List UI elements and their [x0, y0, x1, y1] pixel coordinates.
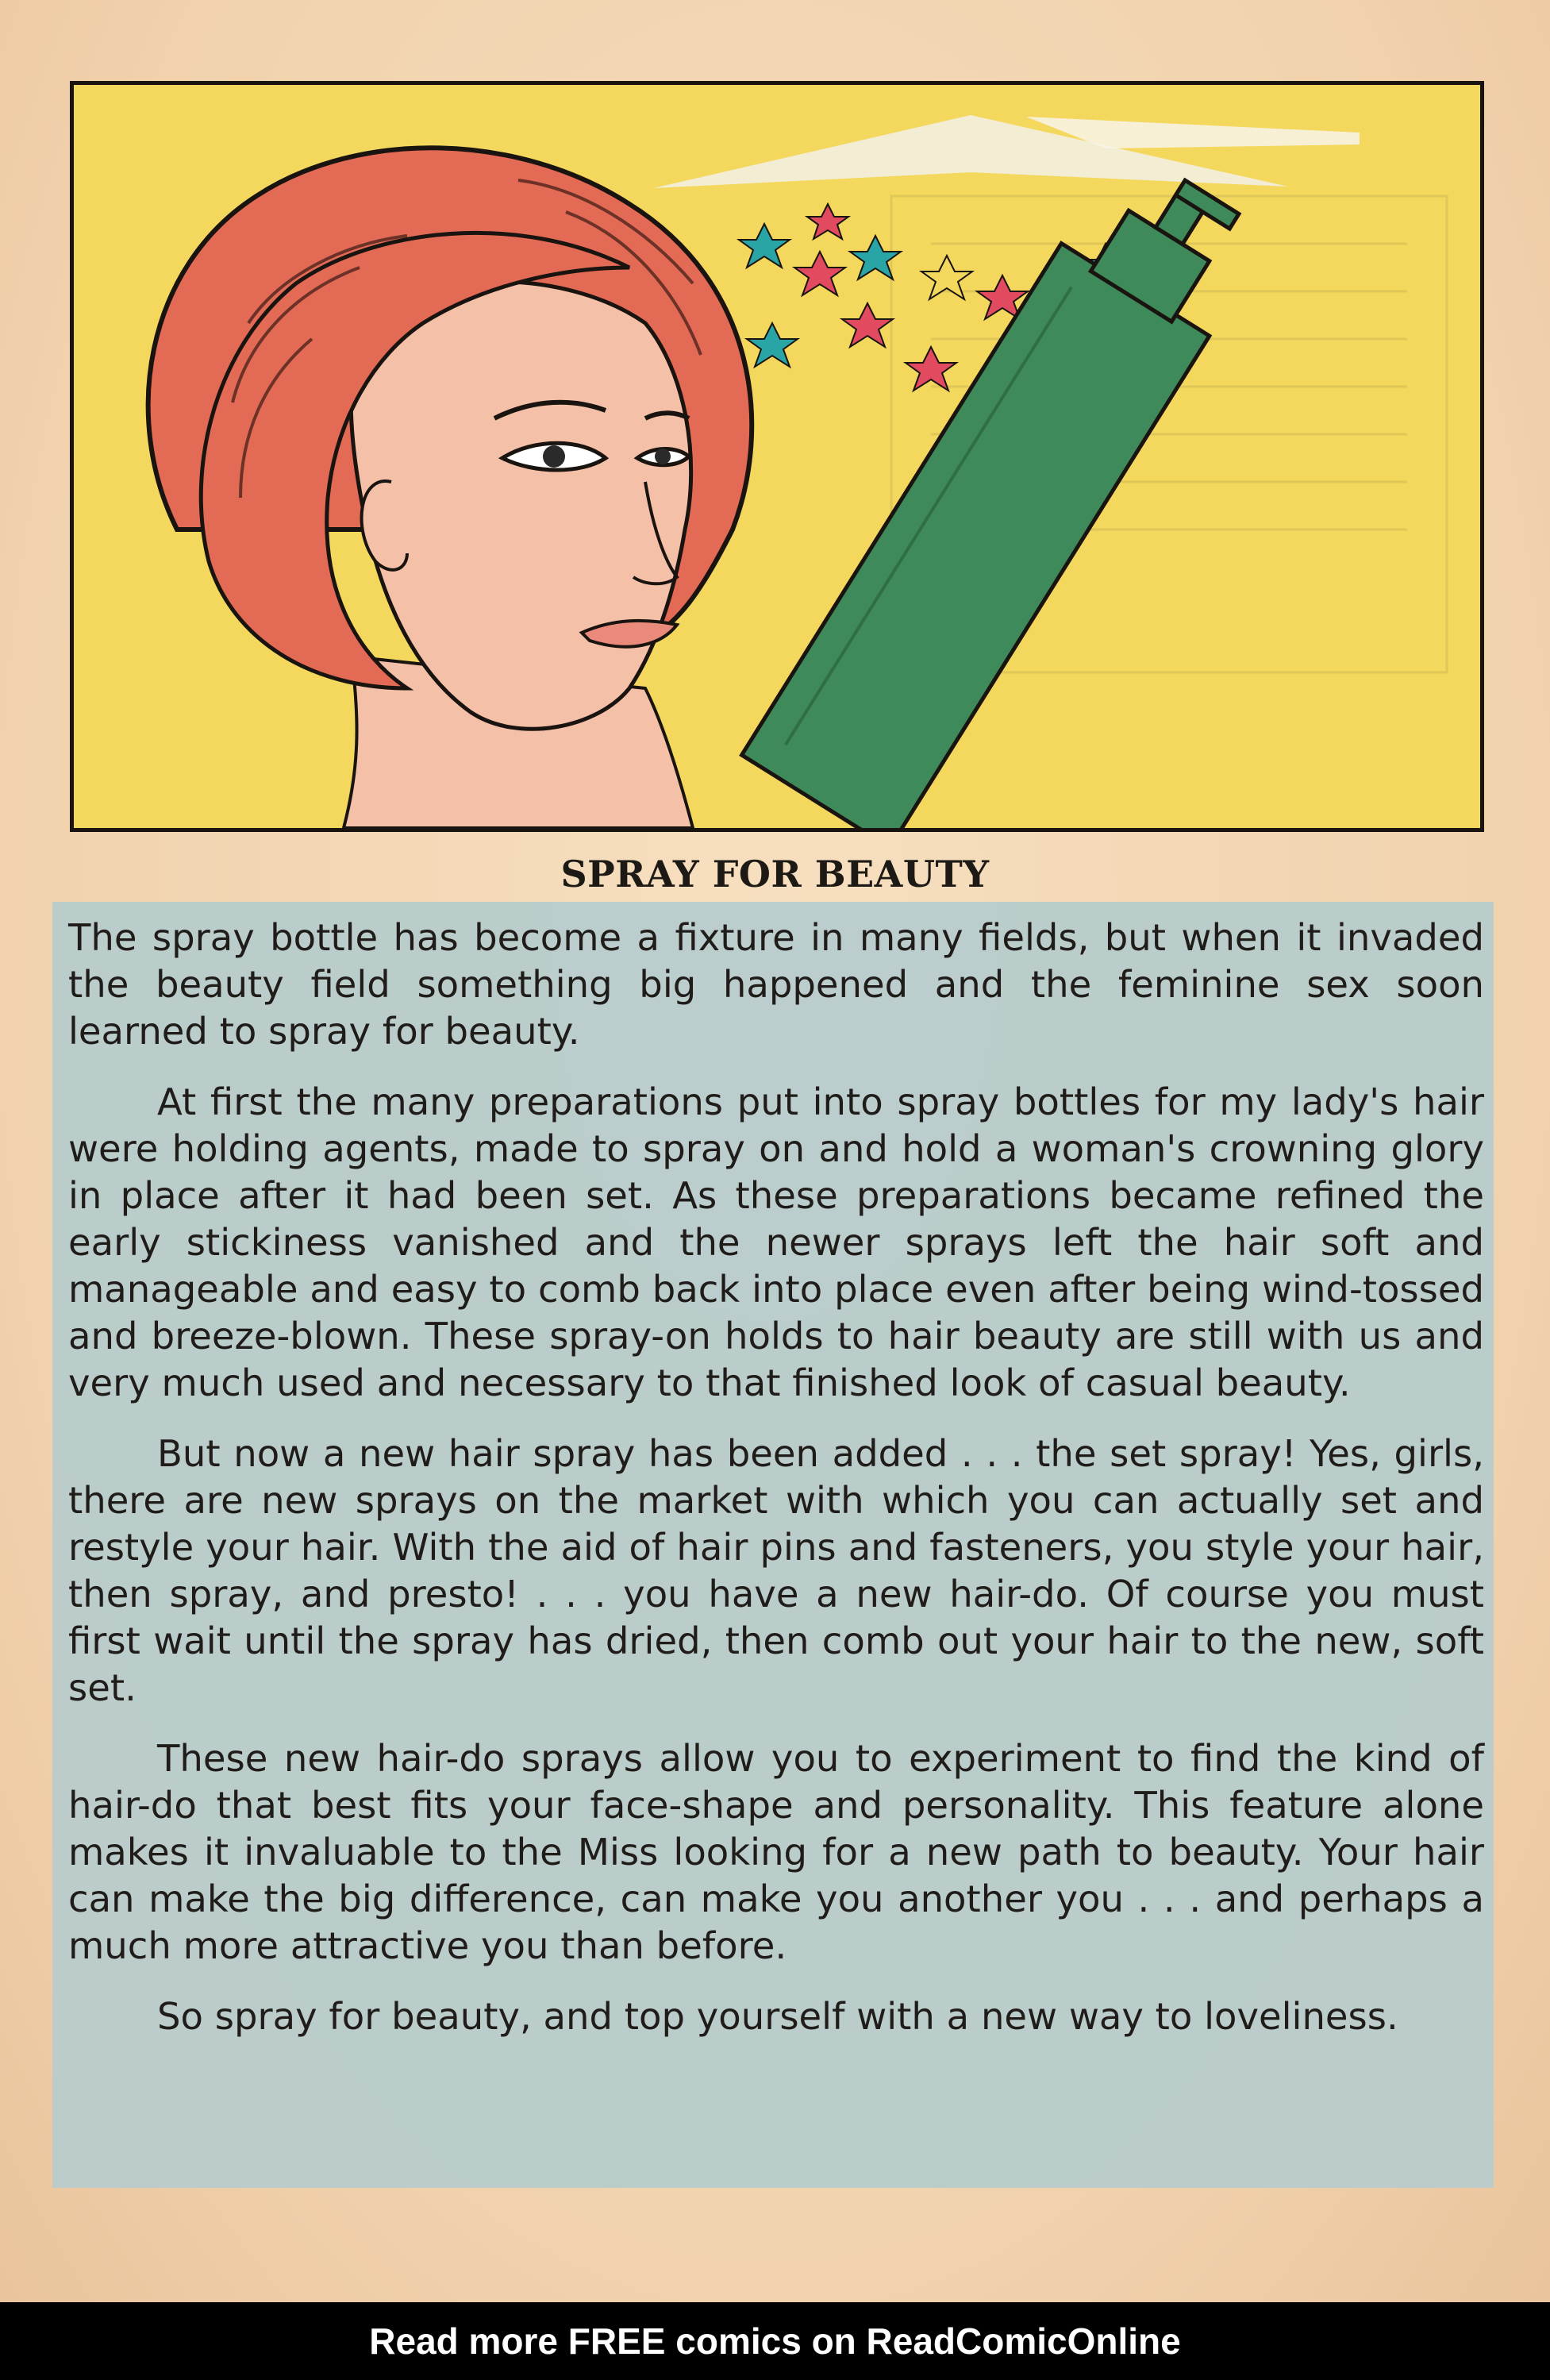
illustration-panel [70, 81, 1484, 832]
article-paragraph: The spray bottle has become a fixture in many fields, but when it invaded the beauty field something big happened and the feminine sex soon learned to spray for beauty. [68, 916, 1484, 1053]
article-paragraph: These new hair-do sprays allow you to experiment to find the kind of hair-do that best fits your face-shape and personality. This feature alone makes it invaluable to the Miss looking for a new path to beauty. Your hair can make the big difference, can make you another you . . . and perhaps a much more attractive you than before. [68, 1737, 1484, 1967]
article-paragraph: But now a new hair spray has been added . . . the set spray! Yes, girls, there are new sprays on the market with which you can actually set and restyle your hair. With the aid of hair pins and fasteners, you style your hair, then spray, and presto! . . . you have a new hair-do. Of course you must first wait until the spray has dried, then comb out your hair to the new, soft set. [68, 1432, 1484, 1709]
article-body [68, 915, 1484, 2064]
woman-spray-illustration [74, 85, 1480, 828]
article-paragraph: At first the many preparations put into spray bottles for my lady's hair were holding agents, made to spray on and hold a woman's crowning glory in place after it had been set. As these preparations became refined the early stickiness vanished and the newer sprays left the hair soft and manageable and easy to comb back into place even after being wind-tossed and breeze-blown. These spray-on holds to hair beauty are still with us and very much used and necessary to that finished look of casual beauty. [68, 1080, 1484, 1404]
article-paragraph: So spray for beauty, and top yourself with a new way to loveliness. [157, 1995, 1398, 2038]
spray-can [742, 142, 1273, 828]
article-title: SPRAY FOR BEAUTY [560, 853, 990, 895]
footer-banner[interactable] [0, 2302, 1550, 2380]
footer-link[interactable]: Read more FREE comics on ReadComicOnline [369, 2320, 1181, 2362]
